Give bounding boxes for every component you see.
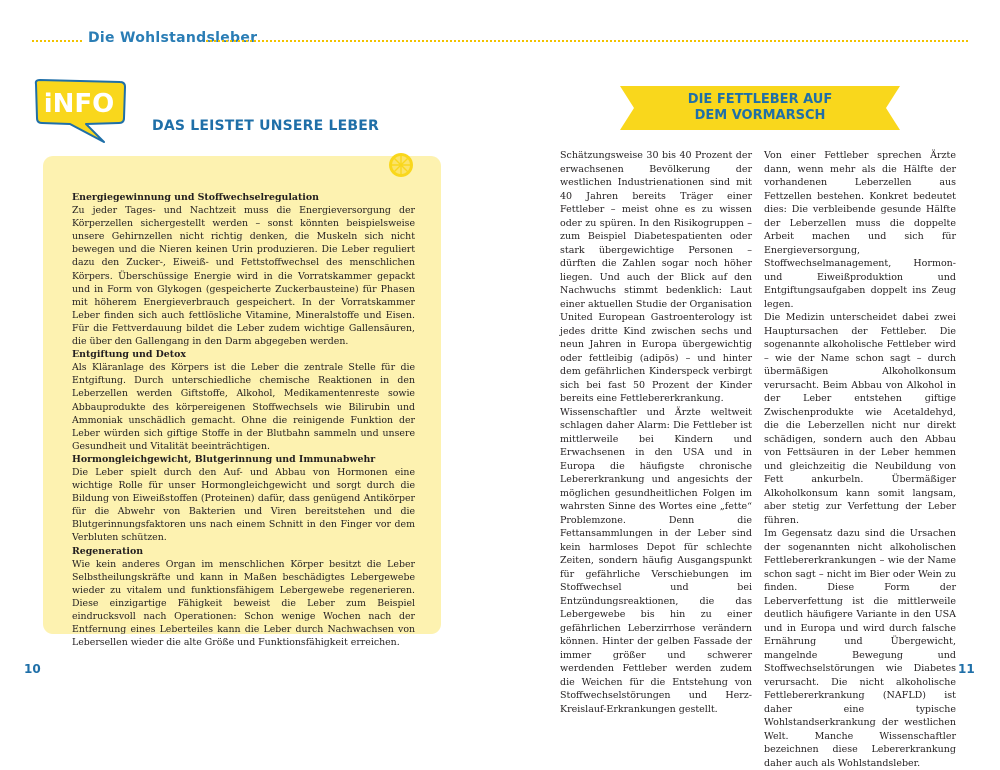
section-title: Energiegewinnung und Stoffwechselregulation [72,192,319,203]
section-paragraph: Zu jeder Tages- und Nachtzeit muss die Energieversorgung der Körperzellen sichergestellt werden – sonst könnten beispielsweise unsere Gehirnzellen nicht richtig denken, die Muskeln sich nicht bewegen und die Nieren keinen Urin produzieren. Die Leber reguliert dazu den Zucker-, Eiweiß- und Fettstoffwechsel des menschlichen Körpers. Überschüssige Energie wird in die Vorratskammer gepackt und in Form von Glykogen (gespeicherte Zuckerbausteine) für Phasen mit höherem Energieverbrauch gespeichert. In der Vorratskammer Leber finden sich auch fettlösliche Vitamine, Mineralstoffe und Eisen. Für die Fettverdauung bildet die Leber zudem wichtige Gallensäuren, die über den Gallengang in den Darm abgegeben werden. [72,205,415,348]
section-title: Hormongleichgewicht, Blutgerinnung und Immunabwehr [72,453,376,465]
article-column-1 [560,149,752,716]
chapter-title: Die Wohlstandsleber [88,30,258,46]
section-paragraph: Als Kläranlage des Körpers ist die Leber die zentrale Stelle für die Entgiftung. Durch unterschiedliche chemische Reaktionen in den Leberzellen werden Giftstoffe, Alkohol, Medikamentenreste sowie Abbauprodukte des körpereigenen Stoffwechsels wie Bilirubin und Ammoniak unschädlich gemacht. Ohne die reinigende Funktion der Leber würden sich giftige Stoffe in der Blutbahn sammeln und unsere Gesundheit und Vitalität beeinträchtigen. [72,362,415,452]
paragraph: Von einer Fettleber sprechen Ärzte dann, wenn mehr als die Hälfte der vorhandenen Leberzellen aus Fettzellen bestehen. Konkret bedeutet dies: Die verbleibende gesunde Hälfte der Leberzellen muss die doppelte Arbeit machen und sich für Energieversorgung, Stoffwechselmanagement, Hormon- und Eiweißproduktion und Entgiftungsaufgaben doppelt ins Zeug legen. [764,150,956,310]
header-dots-right [206,40,968,42]
paragraph: Schätzungsweise 30 bis 40 Prozent der erwachsenen Bevölkerung der westlichen Industrienationen sind mit 40 Jahren bereits Träger einer Fettleber – meist ohne es zu wissen oder zu spüren. In den Risikogruppen – zum Beispiel Diabetespatienten oder stark übergewichtige Personen – dürften die Zahlen sogar noch höher liegen. Und auch der Blick auf den Nachwuchs stimmt bedenklich: Laut einer aktuellen Studie der Organisation United European Gastroenterology ist jedes dritte Kind zwischen sechs und neun Jahren in Europa übergewichtig oder fettleibig (adipös) – und hinter dem gefährlichen Kinderspeck verbirgt sich bei fast 50 Prozent der Kinder bereits eine Fettlebererkrankung. [560,150,752,404]
section-title: Entgiftung und Detox [72,349,186,361]
paragraph: Im Gegensatz dazu sind die Ursachen der sogenannten nicht alkoholischen Fettlebererkrankungen – wie der Name schon sagt – nicht im Bier oder Wein zu finden. Diese Form der Leberverfettung ist die mittlerweile deutlich häufigere Variante in den USA und in Europa und wird durch falsche Ernährung und Übergewicht, mangelnde Bewegung und Stoffwechselstörungen wie Diabetes verursacht. Die nicht alkoholische Fettlebererkrankung (NAFLD) ist daher eine typische Wohlstandserkrankung der westlichen Welt. Manche Wissenschaftler bezeichnen diese Lebererkrankung daher auch als Wohlstandsleber. [764,528,956,769]
info-badge-label: iNFO [43,89,115,119]
article-title-line-2: DEM VORMARSCH [694,108,826,123]
article-title [650,92,870,124]
page-number-right: 11 [958,662,975,676]
info-heading: DAS LEISTET UNSERE LEBER [152,118,379,134]
section-paragraph: Die Leber spielt durch den Auf- und Abbau von Hormonen eine wichtige Rolle für unser Hormongleichgewicht und sorgt durch die Bildung von Eiweißstoffen (Proteinen) dafür, dass genügend Antikörper für die Abwehr von Bakterien und Viren bereitstehen und die Blutgerinnungsfaktoren uns nach einem Schnitt in den Finger vor dem Verbluten schützen. [72,466,415,544]
paragraph: Die Medizin unterscheidet dabei zwei Hauptursachen der Fettleber. Die sogenannte alkoholische Fettleber wird – wie der Name schon sagt – durch übermäßigen Alkoholkonsum verursacht. Beim Abbau von Alkohol in der Leber entstehen giftige Zwischenprodukte wie Acetaldehyd, die die Leberzellen nicht nur direkt schädigen, sondern auch den Abbau von Fettsäuren in der Leber hemmen und gleichzeitig die Neubildung von Fett ankurbeln. Übermäßiger Alkoholkonsum kann somit langsam, aber stetig zur Verfettung der Leber führen. [764,312,956,526]
section-title: Regeneration [72,545,144,557]
page-number-left: 10 [24,662,41,676]
info-badge-icon [32,76,132,146]
section-paragraph: Wie kein anderes Organ im menschlichen Körper besitzt die Leber Selbstheilungskräfte und kann in Maßen beschädigtes Lebergewebe wieder zu vitalem und funktionsfähigem Lebergewebe regenerieren. Diese einzigartige Fähigkeit beweist die Leber zum Beispiel eindrucksvoll nach Operationen: Schon wenige Wochen nach der Entfernung eines Leberteiles kann die Leber durch Nachwachsen von Lebersellen wieder die alte Größe und Funktionsfähigkeit erreichen. [72,558,415,649]
header-dots-left [32,40,82,42]
paragraph: Wissenschaftler und Ärzte weltweit schlagen daher Alarm: Die Fettleber ist mittlerweile bei Kindern und Erwachsenen in den USA und in Europa die häufigste chronische Lebererkrankung und angesichts der möglichen gesundheitlichen Folgen im wahrsten Sinne des Wortes eine „fette“ Problemzone. Denn die Fettansammlungen in der Leber sind kein harmloses Depot für schlechte Zeiten, sondern häufig Ausgangspunkt für gefährliche Verschiebungen im Stoffwechsel und bei Entzündungsreaktionen, die das Lebergewebe bis hin zu einer gefährlichen Leberzirrhose verändern können. Hinter der gelben Fassade der immer größer und schwerer werdenden Fettleber werden zudem die Weichen für die Entstehung von Stoffwechselstörungen und Herz-Kreislauf-Erkrankungen gestellt. [560,406,752,715]
article-column-2 [764,149,956,770]
article-title-line-1: DIE FETTLEBER AUF [687,92,833,107]
info-box-text [72,191,415,649]
lemon-slice-icon [388,152,414,178]
